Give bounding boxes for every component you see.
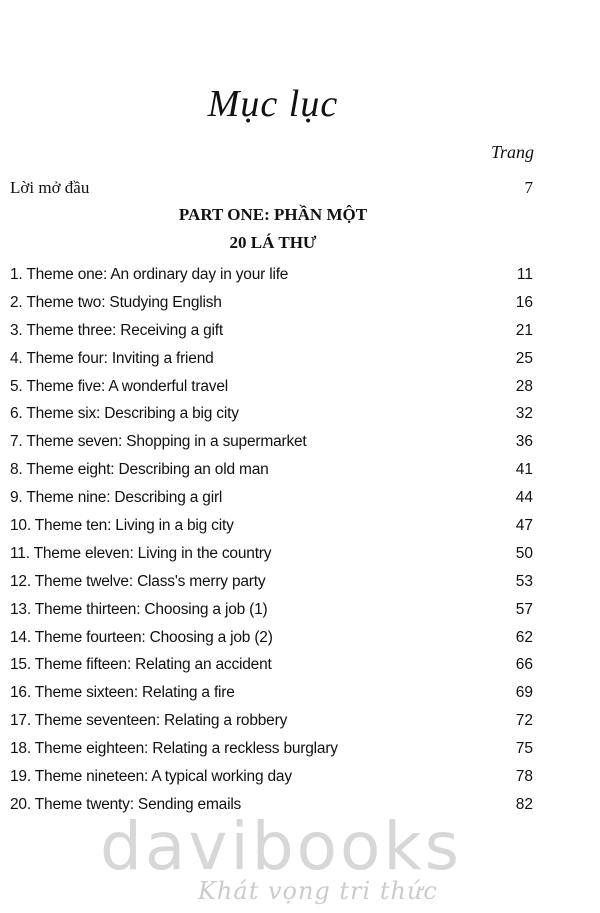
toc-entry-page: 69 — [515, 684, 533, 702]
toc-entry-label: 16. Theme sixteen: Relating a fire — [10, 684, 235, 702]
page-column-label: Trang — [490, 142, 534, 162]
toc-entry-page: 62 — [515, 628, 533, 646]
toc-entry[interactable] — [10, 735, 533, 763]
toc-entry[interactable] — [10, 456, 533, 484]
page-title: Mục lục — [207, 83, 339, 125]
toc-entry-label: 19. Theme nineteen: A typical working day — [10, 767, 292, 785]
toc-entry-label: 8. Theme eight: Describing an old man — [10, 461, 269, 479]
toc-entry[interactable] — [10, 651, 533, 679]
toc-entry-page: 75 — [515, 740, 533, 758]
toc-entry[interactable] — [10, 428, 533, 456]
toc-entry-page: 78 — [515, 767, 533, 785]
toc-entry[interactable] — [10, 707, 533, 735]
toc-entry[interactable] — [10, 373, 533, 401]
toc-entry-page: 16 — [515, 293, 533, 311]
toc-entry[interactable] — [10, 540, 533, 568]
toc-entry-page: 57 — [515, 600, 533, 618]
toc-entry-page: 21 — [515, 321, 533, 339]
toc-entry[interactable] — [10, 400, 533, 428]
toc-entry[interactable] — [10, 261, 533, 289]
toc-entry[interactable] — [10, 317, 533, 345]
toc-entry-label: 7. Theme seven: Shopping in a supermarket — [10, 433, 307, 451]
toc-entry[interactable] — [10, 512, 533, 540]
toc-intro-label: Lời mở đầu — [10, 178, 90, 197]
toc-entry-page: 11 — [516, 265, 533, 283]
toc-entry-page: 47 — [515, 516, 533, 534]
toc-entry-page: 50 — [515, 544, 533, 562]
watermark-logo: davibooks — [100, 808, 462, 885]
toc-entry-page: 25 — [515, 349, 533, 367]
toc-entry-label: 17. Theme seventeen: Relating a robbery — [10, 712, 288, 730]
toc-entry-page: 44 — [515, 489, 533, 507]
toc-entry-label: 11. Theme eleven: Living in the country — [10, 544, 272, 562]
toc-list — [10, 261, 533, 819]
toc-entry-page: 28 — [515, 377, 533, 395]
toc-entry-label: 6. Theme six: Describing a big city — [10, 405, 239, 423]
toc-entry-label: 5. Theme five: A wonderful travel — [10, 377, 228, 395]
toc-entry-label: 18. Theme eighteen: Relating a reckless burglary — [10, 740, 338, 758]
toc-entry[interactable] — [10, 679, 533, 707]
toc-entry-page: 41 — [515, 461, 533, 479]
part-subtitle: 20 LÁ THƯ — [229, 233, 317, 252]
toc-entry[interactable] — [10, 596, 533, 624]
toc-entry-label: 2. Theme two: Studying English — [10, 293, 222, 311]
toc-entry-page: 36 — [515, 433, 533, 451]
toc-entry-label: 13. Theme thirteen: Choosing a job (1) — [10, 600, 268, 618]
part-title: PART ONE: PHẦN MỘT — [178, 205, 368, 224]
toc-intro-page: 7 — [524, 178, 533, 197]
toc-entry-label: 20. Theme twenty: Sending emails — [10, 795, 242, 813]
toc-intro-row[interactable] — [10, 178, 533, 198]
toc-entry-label: 1. Theme one: An ordinary day in your life — [10, 265, 289, 283]
toc-entry-label: 9. Theme nine: Describing a girl — [10, 489, 223, 507]
toc-entry[interactable] — [10, 345, 533, 373]
toc-entry-label: 3. Theme three: Receiving a gift — [10, 321, 224, 339]
toc-entry[interactable] — [10, 568, 533, 596]
toc-entry-label: 15. Theme fifteen: Relating an accident — [10, 656, 272, 674]
toc-entry-label: 14. Theme fourteen: Choosing a job (2) — [10, 628, 273, 646]
toc-entry[interactable] — [10, 289, 533, 317]
toc-entry-page: 53 — [515, 572, 533, 590]
toc-entry-page: 32 — [515, 405, 533, 423]
toc-entry[interactable] — [10, 763, 533, 791]
toc-entry[interactable] — [10, 624, 533, 652]
watermark-tagline: Khát vọng tri thức — [198, 877, 438, 905]
toc-entry[interactable] — [10, 484, 533, 512]
toc-entry-page: 66 — [515, 656, 533, 674]
toc-entry-page: 72 — [515, 712, 533, 730]
toc-entry-label: 10. Theme ten: Living in a big city — [10, 516, 234, 534]
toc-entry-page: 82 — [515, 795, 533, 813]
toc-entry-label: 12. Theme twelve: Class's merry party — [10, 572, 266, 590]
toc-entry-label: 4. Theme four: Inviting a friend — [10, 349, 214, 367]
